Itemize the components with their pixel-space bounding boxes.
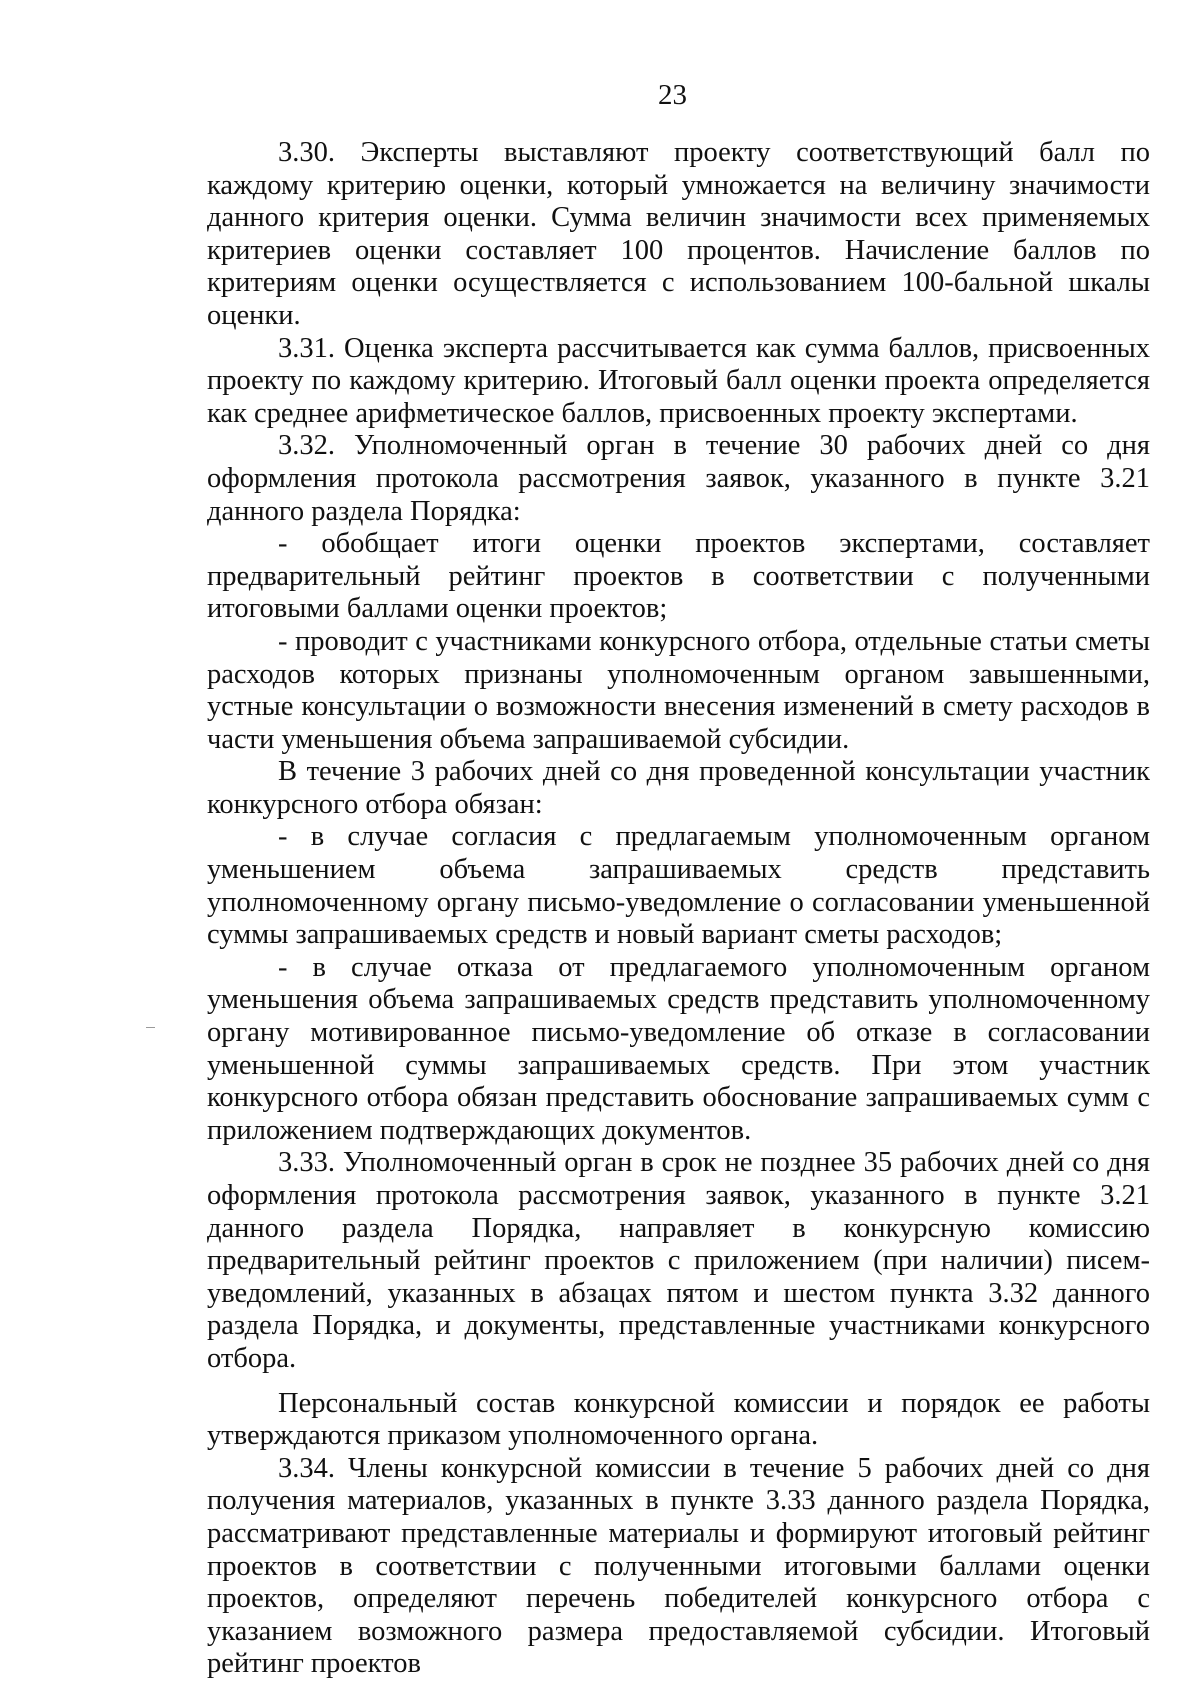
paragraph-commission-composition: Персональный состав конкурсной комиссии и порядок ее работы утверждаются приказом уполномоченного органа. [207, 1387, 1150, 1452]
list-item-consult: - проводит с участниками конкурсного отбора, отдельные статьи сметы расходов которых признаны уполномоченным органом завышенными, устные консультации о возможности внесения изменений в смету расходов в части уменьшения объема запрашиваемой субсидии. [207, 625, 1150, 755]
paragraph-3-34: 3.34. Члены конкурсной комиссии в течение 5 рабочих дней со дня получения материалов, указанных в пункте 3.33 данного раздела Порядка, рассматривают представленные материалы и формируют итоговый рейтинг проектов в соответствии с полученными итоговыми баллами оценки проектов, определяют перечень победителей конкурсного отбора с указанием возможного размера предоставляемой субсидии. Итоговый рейтинг проектов [207, 1452, 1150, 1680]
paragraph-3-32: 3.32. Уполномоченный орган в течение 30 рабочих дней со дня оформления протокола рассмотрения заявок, указанного в пункте 3.21 данного раздела Порядка: [207, 430, 1150, 527]
page-number: 23 [658, 79, 687, 111]
paragraph-3-30: 3.30. Эксперты выставляют проекту соответствующий балл по каждому критерию оценки, который умножается на величину значимости данного критерия оценки. Сумма величин значимости всех применяемых критериев оценки составляет 100 процентов. Начисление баллов по критериям оценки осуществляется с использованием 100-бальной шкалы оценки. [207, 137, 1150, 331]
list-item-agreement: - в случае согласия с предлагаемым уполномоченным органом уменьшением объема запрашиваемых средств представить уполномоченному органу письмо-уведомление о согласовании уменьшенной суммы запрашиваемых средств и новый вариант сметы расходов; [207, 821, 1150, 951]
document-body [207, 137, 1150, 1681]
scan-artifact-mark [146, 1027, 155, 1028]
paragraph-3-31: 3.31. Оценка эксперта рассчитывается как сумма баллов, присвоенных проекту по каждому критерию. Итоговый балл оценки проекта определяется как среднее арифметическое баллов, присвоенных проекту экспертами. [207, 332, 1150, 429]
list-item-refusal: - в случае отказа от предлагаемого уполномоченным органом уменьшения объема запрашиваемых средств представить уполномоченному органу мотивированное письмо-уведомление об отказе в согласовании уменьшенной суммы запрашиваемых средств. При этом участник конкурсного отбора обязан представить обоснование запрашиваемых сумм с приложением подтверждающих документов. [207, 951, 1150, 1146]
paragraph-participant-obligation: В течение 3 рабочих дней со дня проведенной консультации участник конкурсного отбора обязан: [207, 756, 1150, 820]
paragraph-3-33: 3.33. Уполномоченный орган в срок не позднее 35 рабочих дней со дня оформления протокола рассмотрения заявок, указанного в пункте 3.21 данного раздела Порядка, направляет в конкурсную комиссию предварительный рейтинг проектов с приложением (при наличии) писем-уведомлений, указанных в абзацах пятом и шестом пункта 3.32 данного раздела Порядка, и документы, представленные участниками конкурсного отбора. [207, 1147, 1150, 1374]
list-item-summarize: - обобщает итоги оценки проектов экспертами, составляет предварительный рейтинг проектов в соответствии с полученными итоговыми баллами оценки проектов; [207, 528, 1150, 625]
